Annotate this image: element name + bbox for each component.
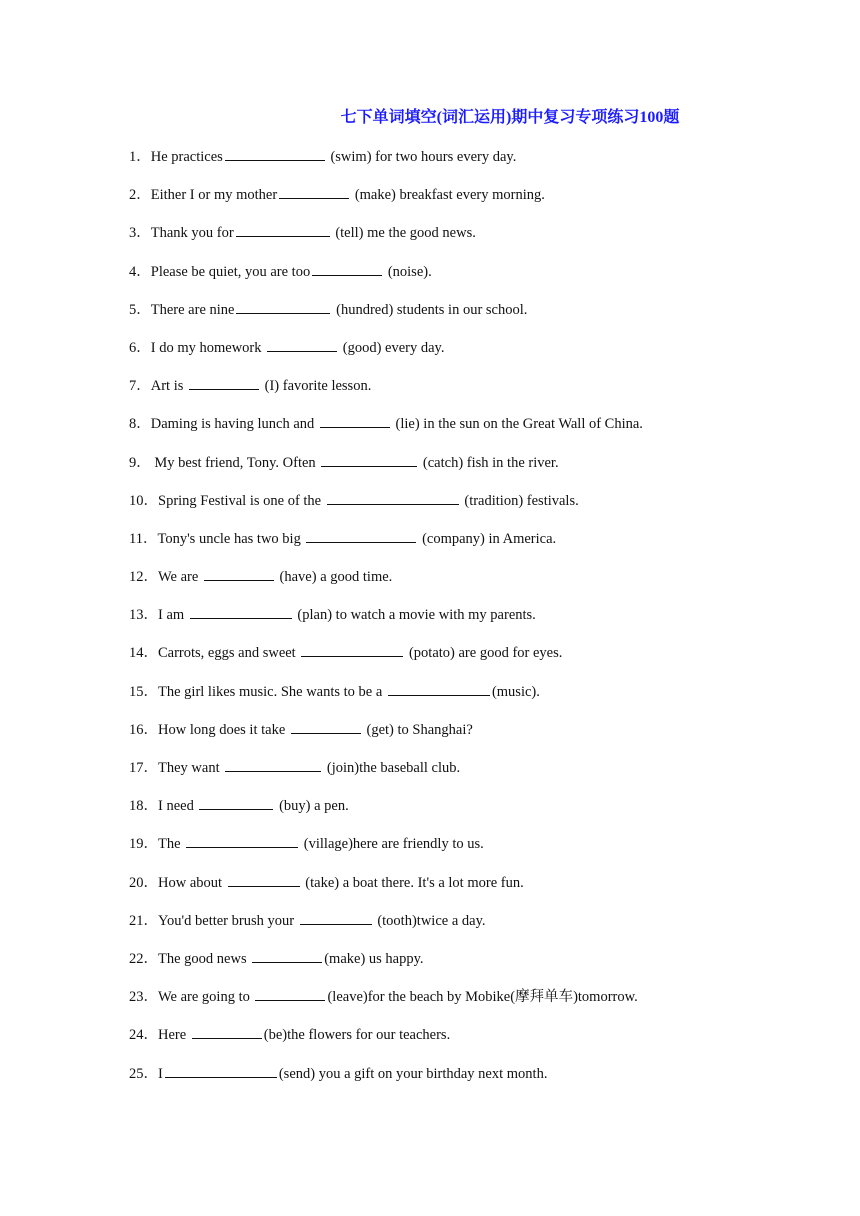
question-number: 16． [129,721,158,738]
question-number: 13． [129,607,158,624]
question-text-before: I do my homework [150,339,266,356]
question-text-after: (I) favorite lesson. [261,378,372,395]
question-number: 24． [129,1027,158,1044]
answer-blank[interactable] [236,298,330,314]
answer-blank[interactable] [279,183,349,199]
question-text-before: How about [158,874,226,891]
question-number: 1． [129,149,151,165]
page-title: 七下单词填空(词汇运用)期中复习专项练习100题 [340,109,680,126]
question-text-after: (good) every day. [339,339,445,356]
question-item [129,221,829,259]
question-text-before: How long does it take [158,721,289,738]
answer-blank[interactable] [321,451,417,467]
question-text-after: (join)the baseball club. [323,760,461,776]
question-number: 14． [129,645,158,662]
answer-blank[interactable] [388,680,490,696]
question-text-after: (hundred) students in our school. [332,301,528,318]
answer-blank[interactable] [312,260,382,276]
question-item [129,374,829,412]
question-text-before: Here [158,1027,190,1044]
question-number: 20． [129,874,158,891]
question-text-after: (catch) fish in the river. [419,454,559,471]
question-text-before: You'd better brush your [158,912,298,929]
question-text-after: (be)the flowers for our teachers. [263,1027,451,1044]
question-text-after: (tooth)twice a day. [373,912,486,929]
answer-blank[interactable] [301,641,403,657]
answer-blank[interactable] [199,794,273,810]
question-item [129,603,829,641]
question-list [129,145,829,1100]
question-text-before: I need [158,798,198,815]
question-number: 12． [129,569,158,586]
question-text-after: (make) breakfast every morning. [351,187,545,204]
question-text-after: (make) us happy. [324,950,424,967]
question-item [129,260,829,298]
answer-blank[interactable] [291,718,361,734]
answer-blank[interactable] [252,947,322,963]
question-item [129,412,829,450]
question-text-before: Art is [150,378,187,395]
question-item [129,756,829,794]
question-number: 22． [129,950,158,967]
question-text-before: He practices [150,149,223,165]
question-number: 4． [129,263,151,280]
question-text-before: Spring Festival is one of the [158,492,325,509]
question-text-after: (potato) are good for eyes. [405,645,563,662]
answer-blank[interactable] [306,527,416,543]
answer-blank[interactable] [300,909,372,925]
question-text-after: (music). [491,683,540,700]
question-item [129,718,829,756]
question-number: 19． [129,836,158,853]
question-number: 5． [129,301,151,318]
answer-blank[interactable] [192,1023,262,1039]
question-number: 6． [129,339,151,356]
question-text-after: (lie) in the sun on the Great Wall of China. [391,416,643,433]
question-item [129,909,829,947]
question-item [129,527,829,565]
answer-blank[interactable] [320,412,390,428]
question-text-after: (get) to Shanghai? [362,721,473,738]
question-number: 9． [129,454,151,471]
question-text-after: (swim) for two hours every day. [326,149,517,165]
answer-blank[interactable] [228,871,300,887]
question-item [129,1062,829,1100]
question-item [129,145,829,183]
question-number: 17． [129,760,158,776]
question-text-after: (tell) me the good news. [331,225,476,242]
question-number: 7． [129,378,151,395]
question-text-before: They want [158,760,224,776]
question-item [129,794,829,832]
question-item [129,489,829,527]
question-number: 8． [129,416,151,433]
question-number: 23． [129,989,158,1006]
question-text-before: There are nine [150,301,235,318]
question-text-before: The good news [158,950,251,967]
question-text-before: I [158,1065,163,1082]
answer-blank[interactable] [225,756,321,772]
question-item [129,183,829,221]
question-item [129,1023,829,1061]
question-item [129,680,829,718]
question-text-before: Please be quiet, you are too [150,263,311,280]
question-item [129,641,829,679]
question-text-after: (send) you a gift on your birthday next month. [278,1065,548,1082]
question-text-after: (tradition) festivals. [460,492,579,509]
question-number: 3． [129,225,151,242]
answer-blank[interactable] [225,145,325,161]
question-text-before: Either I or my mother [150,187,278,204]
answer-blank[interactable] [186,832,298,848]
question-item [129,565,829,603]
question-item [129,336,829,374]
answer-blank[interactable] [267,336,337,352]
question-text-before: Daming is having lunch and [150,416,318,433]
question-text-before: The girl likes music. She wants to be a [158,683,386,700]
answer-blank[interactable] [236,221,330,237]
question-text-before: My best friend, Tony. Often [150,454,320,471]
answer-blank[interactable] [190,603,292,619]
question-item [129,832,829,870]
question-text-before: Tony's uncle has two big [157,530,305,547]
question-number: 11． [129,530,158,547]
question-text-before: I am [158,607,188,624]
question-item [129,451,829,489]
question-number: 15． [129,683,158,700]
question-text-before: We are [158,569,202,586]
question-text-before: Carrots, eggs and sweet [158,645,300,662]
question-text-after: (leave)for the beach by Mobike(摩拜单车)tomorrow. [327,989,638,1006]
question-text-before: Thank you for [150,225,234,242]
question-number: 25． [129,1065,158,1082]
question-item [129,871,829,909]
question-text-after: (company) in America. [418,530,557,547]
answer-blank[interactable] [204,565,274,581]
answer-blank[interactable] [327,489,459,505]
question-number: 10． [129,492,158,509]
question-item [129,298,829,336]
answer-blank[interactable] [165,1062,277,1078]
question-text-after: (plan) to watch a movie with my parents. [293,607,536,624]
question-number: 21． [129,912,158,929]
question-text-after: (noise). [384,263,432,280]
question-text-after: (village)here are friendly to us. [300,836,484,853]
question-number: 2． [129,187,151,204]
question-text-before: We are going to [158,989,254,1006]
question-text-before: The [158,836,185,853]
answer-blank[interactable] [189,374,259,390]
answer-blank[interactable] [255,985,325,1001]
question-text-after: (take) a boat there. It's a lot more fun. [301,874,524,891]
question-text-after: (have) a good time. [275,569,393,586]
question-item [129,985,829,1023]
question-text-after: (buy) a pen. [275,798,349,815]
question-item [129,947,829,985]
question-number: 18． [129,798,158,815]
